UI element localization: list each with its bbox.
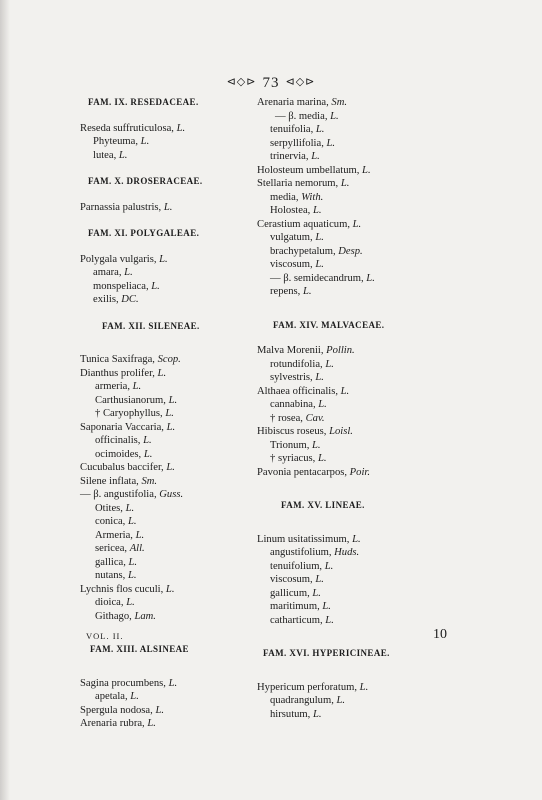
- species-entry: Arenaria marina, Sm.: [257, 97, 348, 108]
- page-edge-shadow: [0, 0, 10, 800]
- family-heading: FAM. XIII. ALSINEAE: [90, 644, 189, 654]
- species-entry: Hibiscus roseus, Loisl.: [257, 426, 353, 437]
- species-entry: † rosea, Cav.: [270, 412, 325, 424]
- species-entry: † syriacus, L.: [270, 453, 327, 464]
- species-entry: media, With.: [270, 191, 324, 203]
- species-entry: Linum usitatissimum, L.: [257, 533, 361, 545]
- right-column: [257, 96, 447, 721]
- species-entry: quadrangulum, L.: [270, 695, 346, 706]
- species-entry: nutans, L.: [95, 570, 137, 581]
- species-entry: monspeliaca, L.: [93, 280, 160, 292]
- species-entry: viscosum, L.: [270, 574, 324, 585]
- species-entry: Tunica Saxifraga, Scop.: [80, 354, 181, 365]
- species-entry: Malva Morenii, Pollin.: [257, 345, 355, 356]
- species-entry: Otites, L.: [95, 502, 135, 514]
- species-entry: — β. angustifolia, Guss.: [80, 489, 184, 500]
- species-entry: Arenaria rubra, L.: [80, 718, 156, 729]
- species-entry: repens, L.: [270, 286, 312, 297]
- species-entry: Spergula nodosa, L.: [80, 704, 164, 716]
- species-entry: cannabina, L.: [270, 399, 327, 410]
- species-entry: Parnassia palustris, L.: [80, 201, 173, 213]
- species-entry: tenuifolium, L.: [270, 560, 334, 572]
- ornament-right-icon: ⊲◇⊳: [285, 76, 316, 88]
- species-entry: Cucubalus baccifer, L.: [80, 462, 175, 473]
- species-entry: apetala, L.: [95, 691, 139, 702]
- species-entry: brachypetalum, Desp.: [270, 245, 363, 257]
- species-entry: officinalis, L.: [95, 435, 152, 446]
- species-entry: rotundifolia, L.: [270, 358, 334, 370]
- species-entry: Holosteum umbellatum, L.: [257, 164, 371, 176]
- family-heading: FAM. XIV. MALVACEAE.: [273, 319, 385, 330]
- species-entry: Armeria, L.: [95, 529, 145, 541]
- species-entry: † Caryophyllus, L.: [95, 408, 174, 419]
- species-entry: sylvestris, L.: [270, 372, 324, 383]
- species-entry: Trionum, L.: [270, 439, 321, 451]
- species-entry: Holostea, L.: [270, 205, 322, 216]
- signature-mark: 10: [433, 627, 447, 642]
- species-entry: Polygala vulgaris, L.: [80, 253, 168, 265]
- page-header: [0, 75, 542, 92]
- species-entry: Pavonia pentacarpos, Poir.: [257, 466, 370, 478]
- species-entry: serpyllifolia, L.: [270, 137, 336, 149]
- species-entry: Reseda suffruticulosa, L.: [80, 122, 186, 134]
- family-heading: FAM. XV. LINEAE.: [281, 500, 365, 510]
- species-entry: Lychnis flos cuculi, L.: [80, 583, 175, 595]
- species-entry: viscosum, L.: [270, 259, 324, 270]
- family-heading: FAM. XVI. HYPERICINEAE.: [263, 648, 390, 658]
- volume-label: VOL. II.: [86, 631, 124, 641]
- species-entry: Phyteuma, L.: [93, 136, 150, 147]
- species-entry: armeria, L.: [95, 381, 142, 392]
- family-heading: FAM. XI. POLYGALEAE.: [88, 228, 200, 238]
- ornament-left-icon: ⊲◇⊳: [226, 76, 257, 88]
- species-entry: gallicum, L.: [270, 587, 321, 599]
- species-entry: maritimum, L.: [270, 601, 331, 612]
- species-entry: — β. semidecandrum, L.: [270, 272, 375, 284]
- species-entry: catharticum, L.: [270, 614, 334, 626]
- species-entry: conica, L.: [95, 516, 137, 527]
- species-entry: Githago, Lam.: [95, 610, 156, 622]
- species-entry: Sagina procumbens, L.: [80, 677, 178, 689]
- species-entry: hirsutum, L.: [270, 708, 322, 720]
- species-entry: trinervia, L.: [270, 151, 320, 162]
- family-heading: FAM. IX. RESEDACEAE.: [88, 97, 199, 107]
- species-entry: Carthusianorum, L.: [95, 394, 178, 406]
- species-entry: exilis, DC.: [93, 294, 139, 305]
- species-entry: Hypericum perforatum, L.: [257, 681, 369, 693]
- species-entry: Silene inflata, Sm.: [80, 475, 158, 487]
- species-entry: ocimoides, L.: [95, 448, 153, 460]
- family-heading: FAM. XII. SILENEAE.: [102, 320, 200, 331]
- species-entry: angustifolium, Huds.: [270, 547, 360, 558]
- species-entry: Saponaria Vaccaria, L.: [80, 421, 176, 433]
- family-heading: FAM. X. DROSERACEAE.: [88, 176, 203, 186]
- species-entry: Althaea officinalis, L.: [257, 385, 350, 397]
- species-entry: tenuifolia, L.: [270, 124, 325, 135]
- page-number: 73: [262, 75, 280, 91]
- species-entry: lutea, L.: [93, 149, 128, 161]
- species-entry: amara, L.: [93, 267, 133, 278]
- species-entry: Dianthus prolifer, L.: [80, 367, 167, 379]
- species-entry: — β. media, L.: [275, 110, 339, 122]
- species-entry: vulgatum, L.: [270, 232, 324, 243]
- species-entry: Stellaria nemorum, L.: [257, 178, 350, 189]
- species-entry: Cerastium aquaticum, L.: [257, 218, 362, 230]
- species-entry: dioica, L.: [95, 597, 135, 608]
- species-entry: sericea, All.: [95, 543, 145, 554]
- species-entry: gallica, L.: [95, 556, 138, 568]
